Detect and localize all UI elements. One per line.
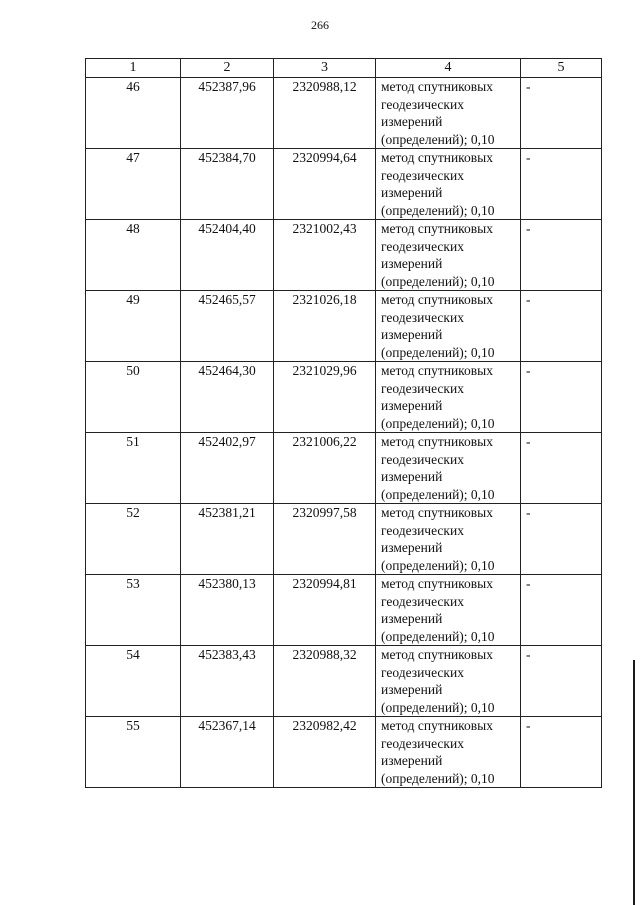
coordinate-x: 452380,13 (181, 575, 274, 646)
coordinate-x: 452367,14 (181, 717, 274, 788)
method-accuracy: метод спутниковых геодезических измерений (определений); 0,10 (376, 78, 521, 149)
coordinate-y: 2320997,58 (274, 504, 376, 575)
table-row (86, 149, 602, 220)
method-accuracy: метод спутниковых геодезических измерений (определений); 0,10 (376, 433, 521, 504)
coordinate-x: 452383,43 (181, 646, 274, 717)
method-accuracy: метод спутниковых геодезических измерений (определений); 0,10 (376, 575, 521, 646)
point-number: 50 (86, 362, 181, 433)
note-cell: - (521, 575, 602, 646)
header-col-2: 2 (181, 59, 274, 78)
table-row (86, 220, 602, 291)
coordinate-x: 452384,70 (181, 149, 274, 220)
coordinate-y: 2321026,18 (274, 291, 376, 362)
note-cell: - (521, 504, 602, 575)
note-cell: - (521, 291, 602, 362)
table-row (86, 362, 602, 433)
point-number: 53 (86, 575, 181, 646)
coordinate-x: 452404,40 (181, 220, 274, 291)
note-cell: - (521, 149, 602, 220)
method-accuracy: метод спутниковых геодезических измерений (определений); 0,10 (376, 646, 521, 717)
point-number: 47 (86, 149, 181, 220)
scan-edge-line (633, 660, 635, 905)
page-number: 266 (311, 18, 329, 32)
coordinate-y: 2320988,12 (274, 78, 376, 149)
header-col-3: 3 (274, 59, 376, 78)
point-number: 49 (86, 291, 181, 362)
coordinates-table (85, 58, 602, 788)
coordinate-y: 2320988,32 (274, 646, 376, 717)
method-accuracy: метод спутниковых геодезических измерений (определений); 0,10 (376, 362, 521, 433)
header-col-1: 1 (86, 59, 181, 78)
coordinate-x: 452464,30 (181, 362, 274, 433)
coordinate-x: 452402,97 (181, 433, 274, 504)
table-row (86, 78, 602, 149)
table-row (86, 717, 602, 788)
note-cell: - (521, 220, 602, 291)
point-number: 51 (86, 433, 181, 504)
point-number: 54 (86, 646, 181, 717)
coordinate-x: 452387,96 (181, 78, 274, 149)
coordinate-x: 452381,21 (181, 504, 274, 575)
table-row (86, 433, 602, 504)
point-number: 52 (86, 504, 181, 575)
coordinate-y: 2321002,43 (274, 220, 376, 291)
coordinate-y: 2320982,42 (274, 717, 376, 788)
note-cell: - (521, 717, 602, 788)
note-cell: - (521, 78, 602, 149)
note-cell: - (521, 362, 602, 433)
table-row (86, 575, 602, 646)
header-col-5: 5 (521, 59, 602, 78)
method-accuracy: метод спутниковых геодезических измерений (определений); 0,10 (376, 291, 521, 362)
coordinate-y: 2320994,64 (274, 149, 376, 220)
coordinate-y: 2320994,81 (274, 575, 376, 646)
coordinate-x: 452465,57 (181, 291, 274, 362)
coordinate-y: 2321006,22 (274, 433, 376, 504)
note-cell: - (521, 646, 602, 717)
method-accuracy: метод спутниковых геодезических измерений (определений); 0,10 (376, 504, 521, 575)
method-accuracy: метод спутниковых геодезических измерений (определений); 0,10 (376, 149, 521, 220)
table-header-row (86, 59, 602, 78)
point-number: 46 (86, 78, 181, 149)
coordinate-y: 2321029,96 (274, 362, 376, 433)
table-row (86, 646, 602, 717)
table-row (86, 504, 602, 575)
table-row (86, 291, 602, 362)
method-accuracy: метод спутниковых геодезических измерений (определений); 0,10 (376, 717, 521, 788)
method-accuracy: метод спутниковых геодезических измерений (определений); 0,10 (376, 220, 521, 291)
note-cell: - (521, 433, 602, 504)
point-number: 48 (86, 220, 181, 291)
header-col-4: 4 (376, 59, 521, 78)
point-number: 55 (86, 717, 181, 788)
